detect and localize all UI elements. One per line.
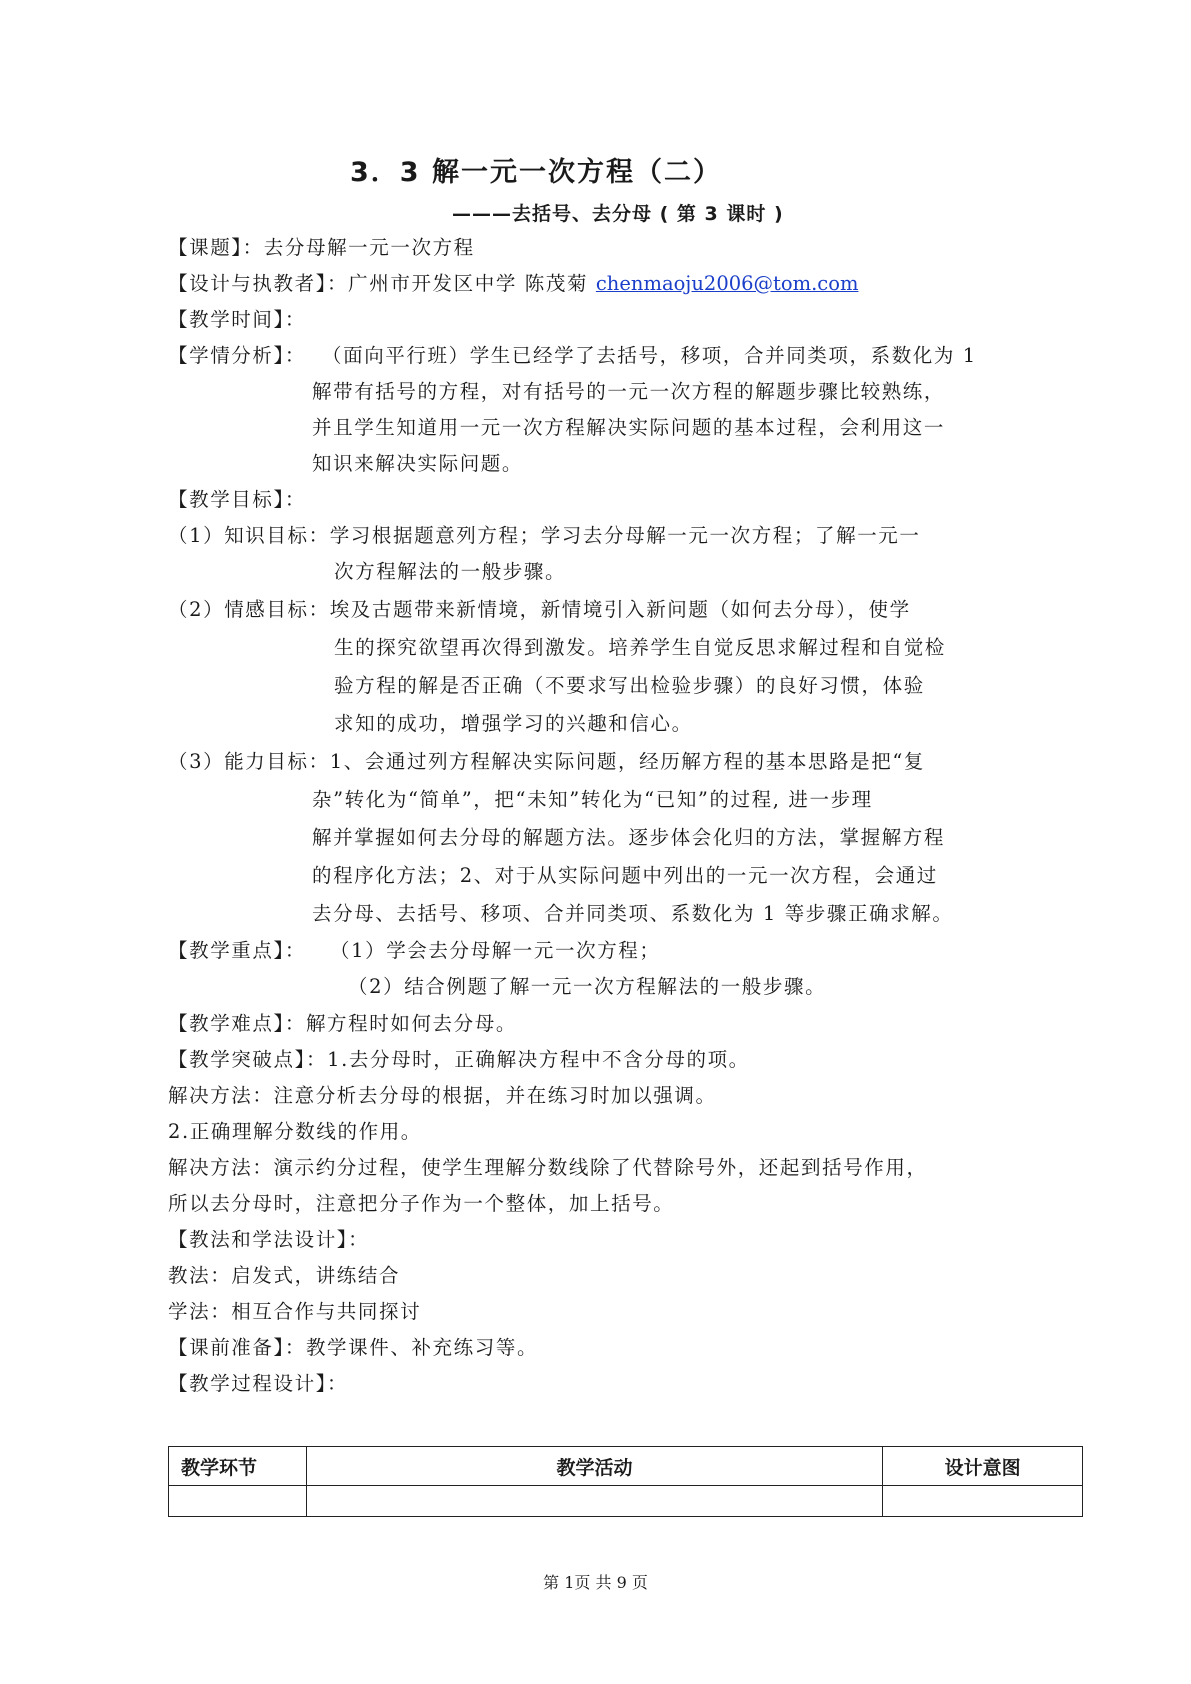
emotion-goal-line: （2）情感目标：埃及古题带来新情境，新情境引入新问题（如何去分母），使学 — [168, 598, 911, 621]
table-cell — [169, 1486, 307, 1517]
process-table — [168, 1446, 1083, 1517]
key-point-item: （1）学会去分母解一元一次方程； — [330, 939, 661, 962]
designer-label: 【设计与执教者】： — [168, 272, 349, 295]
column-header-activity: 教学活动 — [306, 1447, 882, 1486]
breakthrough-label: 【教学突破点】： — [168, 1048, 328, 1071]
analysis-line: 解带有括号的方程，对有括号的一元一次方程的解题步骤比较熟练， — [312, 380, 946, 403]
learning-method: 学法：相互合作与共同探讨 — [168, 1300, 422, 1323]
methods-label: 【教法和学法设计】： — [168, 1228, 370, 1251]
table-header-row — [169, 1447, 1083, 1486]
page-number: 第 1页 共 9 页 — [543, 1573, 648, 1592]
key-point-item: （2）结合例题了解一元一次方程解法的一般步骤。 — [348, 975, 827, 998]
table-cell — [883, 1486, 1083, 1517]
ability-goal-line: 的程序化方法；2、对于从实际问题中列出的一元一次方程，会通过 — [312, 864, 938, 887]
difficulty-value: 解方程时如何去分母。 — [305, 1012, 517, 1035]
solution-method: 解决方法：演示约分过程，使学生理解分数线除了代替除号外，还起到括号作用， — [168, 1156, 928, 1179]
emotion-goal-line: 生的探究欲望再次得到激发。培养学生自觉反思求解过程和自觉检 — [334, 636, 946, 659]
difficulty-row — [168, 1010, 517, 1038]
designer-value: 广州市开发区中学 陈茂菊 — [348, 272, 589, 295]
document-title: 3．3 解一元一次方程（二） — [350, 157, 722, 188]
analysis-line: 知识来解决实际问题。 — [312, 452, 524, 475]
knowledge-goal-line: 次方程解法的一般步骤。 — [334, 560, 567, 583]
solution-method: 解决方法：注意分析去分母的根据，并在练习时加以强调。 — [168, 1084, 717, 1107]
breakthrough-point: 1.去分母时，正确解决方程中不含分母的项。 — [327, 1048, 750, 1071]
table-cell — [306, 1486, 882, 1517]
solution-method: 所以去分母时，注意把分子作为一个整体，加上括号。 — [168, 1192, 675, 1215]
table-row — [169, 1486, 1083, 1517]
process-label: 【教学过程设计】： — [168, 1372, 349, 1395]
time-label: 【教学时间】： — [168, 308, 306, 331]
designer-email-link[interactable]: chenmaoju2006@tom.com — [595, 272, 859, 295]
ability-goal-line: 杂”转化为“简单”，把“未知”转化为“已知”的过程, 进一步理 — [312, 788, 873, 811]
document-subtitle: ———去括号、去分母 ( 第 3 课时 ) — [452, 203, 784, 225]
ability-goal-line: 去分母、去括号、移项、合并同类项、系数化为 1 等步骤正确求解。 — [312, 902, 954, 925]
analysis-label: 【学情分析】： — [168, 344, 306, 367]
knowledge-goal-line: （1）知识目标：学习根据题意列方程；学习去分母解一元一次方程；了解一元一 — [168, 524, 921, 547]
preparation-value: 教学课件、补充练习等。 — [305, 1336, 539, 1359]
breakthrough-row — [168, 1046, 750, 1074]
topic-row — [168, 234, 475, 262]
column-header-intent: 设计意图 — [883, 1447, 1083, 1486]
teaching-method: 教法：启发式，讲练结合 — [168, 1264, 401, 1287]
analysis-line: （面向平行班）学生已经学了去括号，移项，合并同类项，系数化为 1 — [322, 344, 977, 367]
topic-label: 【课题】： — [168, 236, 264, 259]
key-points-label: 【教学重点】： — [168, 939, 306, 962]
designer-row — [168, 270, 858, 298]
breakthrough-point: 2.正确理解分数线的作用。 — [168, 1120, 422, 1143]
difficulty-label: 【教学难点】： — [168, 1012, 306, 1035]
ability-goal-line: 解并掌握如何去分母的解题方法。逐步体会化归的方法，掌握解方程 — [312, 826, 946, 849]
emotion-goal-line: 求知的成功，增强学习的兴趣和信心。 — [334, 712, 693, 735]
ability-goal-line: （3）能力目标：1、会通过列方程解决实际问题，经历解方程的基本思路是把“复 — [168, 750, 925, 773]
topic-value: 去分母解一元一次方程 — [263, 236, 475, 259]
preparation-row — [168, 1334, 538, 1362]
goals-label: 【教学目标】： — [168, 488, 306, 511]
analysis-line: 并且学生知道用一元一次方程解决实际问题的基本过程，会利用这一 — [312, 416, 946, 439]
emotion-goal-line: 验方程的解是否正确（不要求写出检验步骤）的良好习惯，体验 — [334, 674, 925, 697]
column-header-stage: 教学环节 — [169, 1447, 307, 1486]
preparation-label: 【课前准备】： — [168, 1336, 306, 1359]
